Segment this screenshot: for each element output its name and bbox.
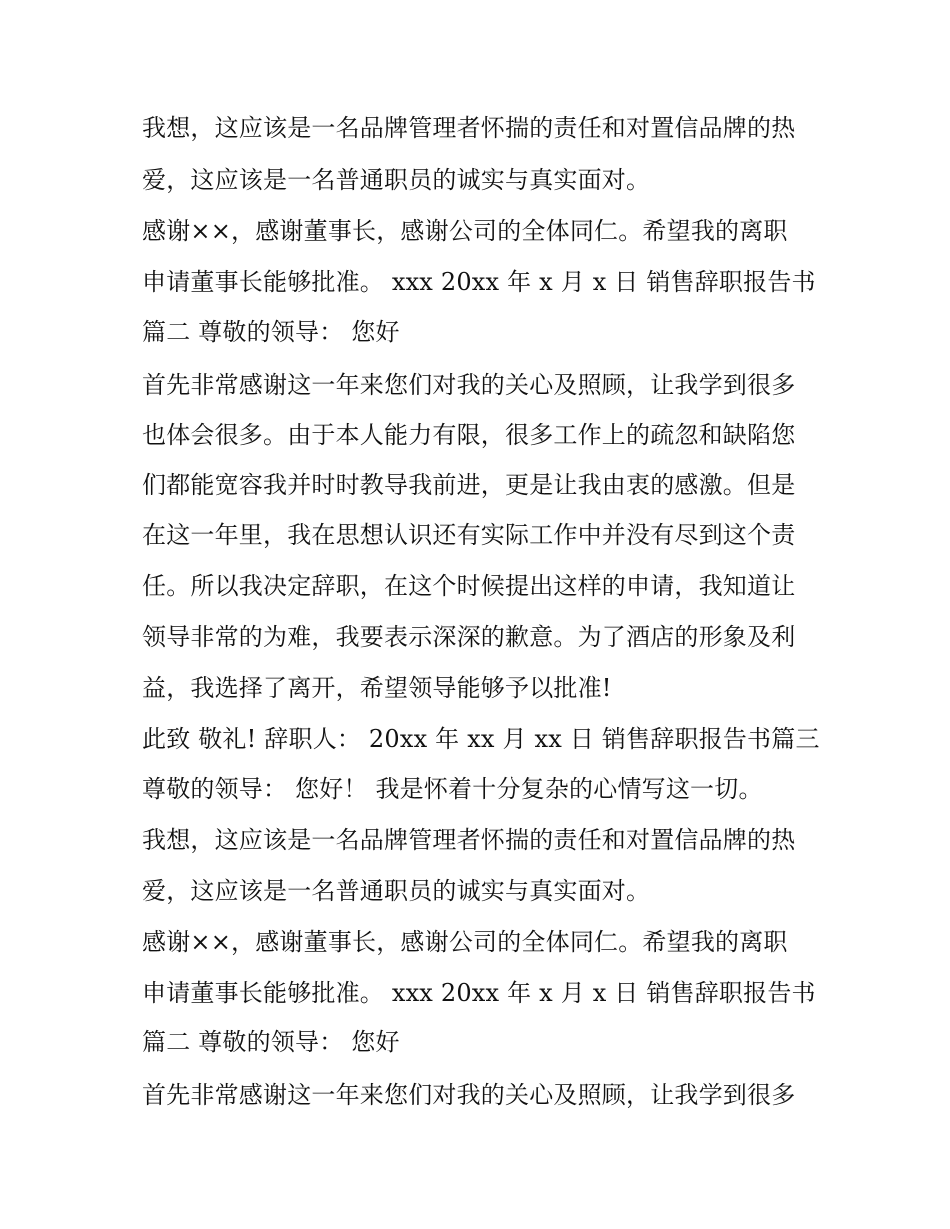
text-line: 尊敬的领导： 您好！ 我是怀着十分复杂的心情写这一切。 bbox=[142, 775, 763, 803]
text-line: 爱，这应该是一名普通职员的诚实与真实面对。 bbox=[142, 166, 651, 194]
text-line: 此致 敬礼! 辞职人： 20xx 年 xx 月 xx 日 销售辞职报告书篇三 bbox=[142, 725, 820, 753]
text-line: 在这一年里，我在思想认识还有实际工作中并没有尽到这个责 bbox=[142, 521, 796, 549]
text-line: 首先非常感谢这一年来您们对我的关心及照顾，让我学到很多 bbox=[142, 1081, 796, 1109]
text-line: 们都能宽容我并时时教导我前进，更是让我由衷的感激。但是 bbox=[142, 471, 796, 499]
text-line: 也体会很多。由于本人能力有限，很多工作上的疏忽和缺陷您 bbox=[142, 421, 796, 449]
text-line: 申请董事长能够批准。 xxx 20xx 年 x 月 x 日 销售辞职报告书 bbox=[142, 268, 816, 296]
text-line: 益，我选择了离开，希望领导能够予以批准! bbox=[142, 674, 612, 702]
text-line: 我想，这应该是一名品牌管理者怀揣的责任和对置信品牌的热 bbox=[142, 826, 796, 854]
text-line: 感谢××，感谢董事长，感谢公司的全体同仁。希望我的离职 bbox=[142, 217, 788, 245]
text-line: 任。所以我决定辞职，在这个时候提出这样的申请，我知道让 bbox=[142, 572, 796, 600]
text-line: 篇二 尊敬的领导： 您好 bbox=[142, 1028, 400, 1056]
text-line: 爱，这应该是一名普通职员的诚实与真实面对。 bbox=[142, 877, 651, 905]
text-line: 我想，这应该是一名品牌管理者怀揣的责任和对置信品牌的热 bbox=[142, 114, 796, 142]
text-line: 领导非常的为难，我要表示深深的歉意。为了酒店的形象及利 bbox=[142, 623, 796, 651]
text-line: 感谢××，感谢董事长，感谢公司的全体同仁。希望我的离职 bbox=[142, 928, 788, 956]
text-line: 申请董事长能够批准。 xxx 20xx 年 x 月 x 日 销售辞职报告书 bbox=[142, 979, 816, 1007]
text-line: 首先非常感谢这一年来您们对我的关心及照顾，让我学到很多 bbox=[142, 371, 796, 399]
text-line: 篇二 尊敬的领导： 您好 bbox=[142, 318, 400, 346]
